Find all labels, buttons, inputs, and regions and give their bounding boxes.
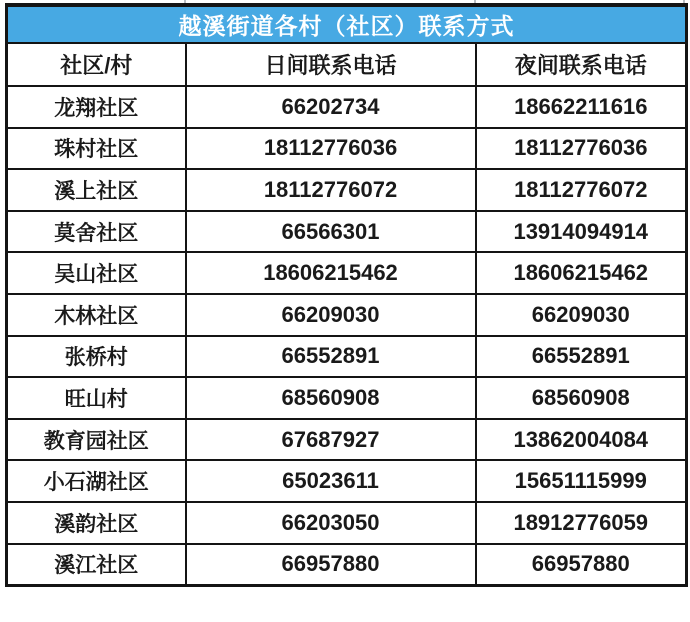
day-phone-cell: 18112776072 <box>186 169 476 211</box>
night-phone-cell: 15651115999 <box>476 460 687 502</box>
table-row <box>7 169 687 211</box>
night-phone-cell: 18662211616 <box>476 86 687 128</box>
night-phone-cell: 18112776072 <box>476 169 687 211</box>
night-phone-cell: 66552891 <box>476 336 687 378</box>
night-phone-cell: 13862004084 <box>476 419 687 461</box>
column-header-day-phone: 日间联系电话 <box>186 43 476 86</box>
day-phone-cell: 65023611 <box>186 460 476 502</box>
day-phone-cell: 66203050 <box>186 502 476 544</box>
community-cell: 旺山村 <box>7 377 186 419</box>
day-phone-cell: 18606215462 <box>186 252 476 294</box>
table-row <box>7 211 687 253</box>
day-phone-cell: 66957880 <box>186 544 476 586</box>
community-cell: 吴山社区 <box>7 252 186 294</box>
header-row <box>7 43 687 86</box>
table-row <box>7 460 687 502</box>
table-title: 越溪街道各村（社区）联系方式 <box>7 5 687 43</box>
community-cell: 珠村社区 <box>7 128 186 170</box>
table-row <box>7 419 687 461</box>
title-row <box>7 5 687 43</box>
community-cell: 溪韵社区 <box>7 502 186 544</box>
night-phone-cell: 18606215462 <box>476 252 687 294</box>
table-row <box>7 544 687 586</box>
table-row <box>7 336 687 378</box>
contact-table <box>5 3 688 587</box>
table-row <box>7 502 687 544</box>
column-header-night-phone: 夜间联系电话 <box>476 43 687 86</box>
community-cell: 溪上社区 <box>7 169 186 211</box>
night-phone-cell: 18912776059 <box>476 502 687 544</box>
night-phone-cell: 66957880 <box>476 544 687 586</box>
community-cell: 莫舍社区 <box>7 211 186 253</box>
day-phone-cell: 18112776036 <box>186 128 476 170</box>
column-header-community: 社区/村 <box>7 43 186 86</box>
day-phone-cell: 66202734 <box>186 86 476 128</box>
day-phone-cell: 66552891 <box>186 336 476 378</box>
table-row <box>7 128 687 170</box>
community-cell: 小石湖社区 <box>7 460 186 502</box>
table-row <box>7 377 687 419</box>
day-phone-cell: 66566301 <box>186 211 476 253</box>
community-cell: 教育园社区 <box>7 419 186 461</box>
table-body <box>7 86 687 586</box>
community-cell: 张桥村 <box>7 336 186 378</box>
day-phone-cell: 68560908 <box>186 377 476 419</box>
table-row <box>7 252 687 294</box>
table-row <box>7 86 687 128</box>
night-phone-cell: 68560908 <box>476 377 687 419</box>
community-cell: 龙翔社区 <box>7 86 186 128</box>
day-phone-cell: 66209030 <box>186 294 476 336</box>
night-phone-cell: 18112776036 <box>476 128 687 170</box>
community-cell: 木林社区 <box>7 294 186 336</box>
night-phone-cell: 66209030 <box>476 294 687 336</box>
table-row <box>7 294 687 336</box>
day-phone-cell: 67687927 <box>186 419 476 461</box>
night-phone-cell: 13914094914 <box>476 211 687 253</box>
community-cell: 溪江社区 <box>7 544 186 586</box>
